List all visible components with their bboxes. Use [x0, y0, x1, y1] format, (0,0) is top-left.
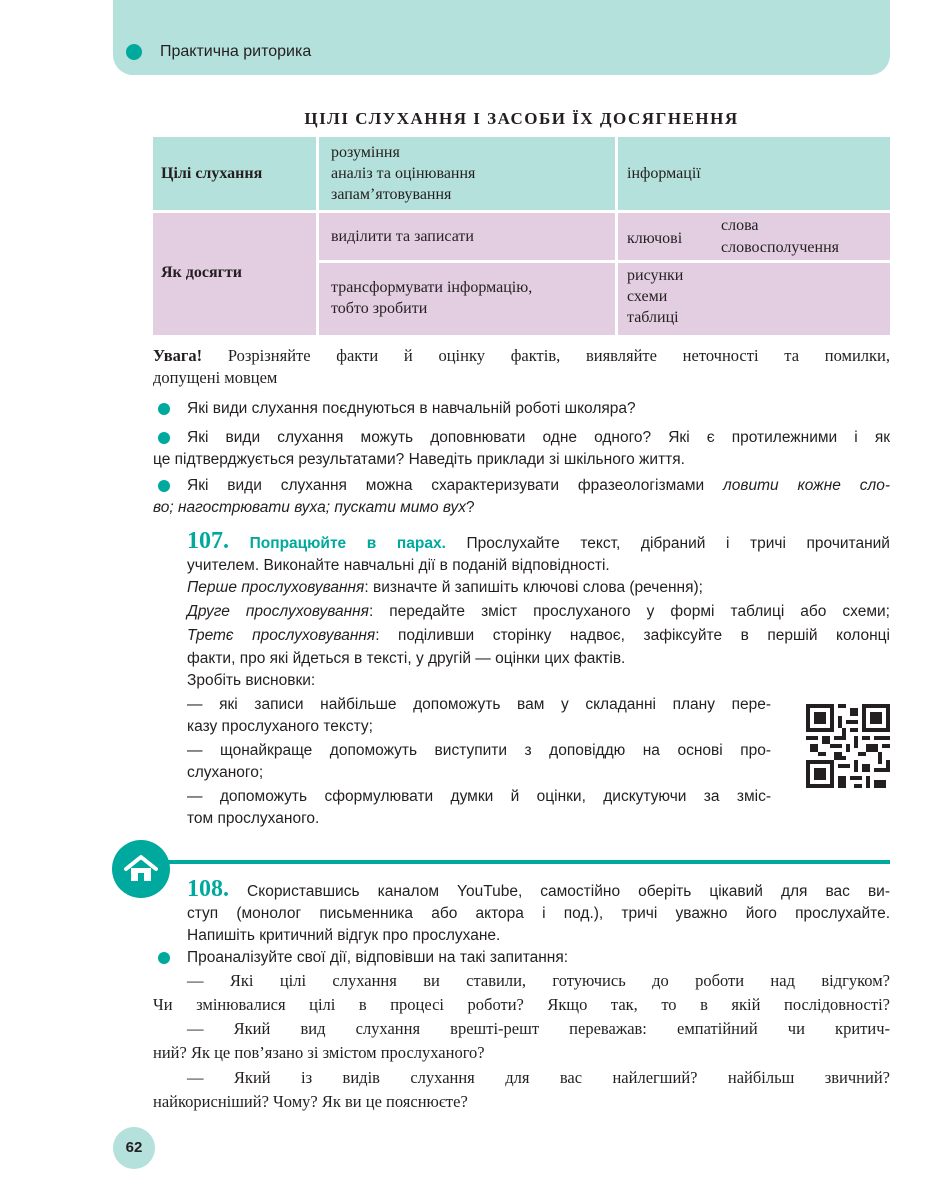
question-3-line-1: Які види слухання можна схарактеризувати фразеологізмами ловити кожне сло-	[187, 477, 890, 494]
question-2-line-1: Які види слухання можуть доповнювати одне одного? Які є протилежними і як	[187, 429, 890, 446]
task-108-line-3: Напишіть критичний відгук про прослухане.	[187, 927, 501, 944]
table-title: ЦІЛІ СЛУХАННЯ І ЗАСОБИ ЇХ ДОСЯГНЕННЯ	[304, 109, 739, 128]
keyword-cell	[618, 213, 890, 260]
conclusion-3-line-2: том прослуханого.	[187, 810, 320, 827]
task-107-conclusions: Зробіть висновки:	[187, 672, 316, 689]
action-line: тобто зробити	[331, 300, 428, 317]
form-item: таблиці	[627, 309, 679, 326]
form-item: рисунки	[627, 267, 684, 284]
goal-item: розуміння	[331, 144, 400, 161]
action-transform-cell	[319, 263, 615, 335]
task-107-third: Третє прослуховування: поділивши сторінку надвоє, зафіксуйте в першій колонці	[187, 627, 890, 644]
question-1: Які види слухання поєднуються в навчальній роботі школяра?	[187, 400, 636, 417]
bullet-icon	[158, 952, 170, 964]
task-108-line-1: 108. Скориставшись каналом YouTube, самостійно оберіть цікавий для вас ви-	[187, 876, 891, 902]
task-108-question-1: — Які цілі слухання ви ставили, готуючись до роботи над відгуком?	[187, 971, 890, 990]
keyword-item: слова	[721, 217, 759, 234]
conclusion-3-line-1: — допоможуть сформулювати думки й оцінки, дискутуючи за зміс-	[187, 788, 771, 805]
conclusion-2-line-2: слуханого;	[187, 764, 264, 781]
object-cell: інформації	[618, 137, 890, 210]
goal-item: запам’ятовування	[331, 186, 452, 203]
task-number: 108.	[187, 876, 229, 902]
question-3-line-2: во; нагострювати вуха; пускати мимо вух?	[153, 499, 475, 516]
task-108-question-2: — Який вид слухання врешті-решт переважав: емпатійний чи критич-	[187, 1019, 890, 1038]
conclusion-2-line-1: — щонайкраще допоможуть виступити з доповіддю на основі про-	[187, 742, 771, 759]
forms-cell	[618, 263, 890, 335]
task-heading: Попрацюйте в парах.	[249, 535, 446, 552]
task-108-analyze: Проаналізуйте свої дії, відповівши на такі запитання:	[187, 949, 569, 966]
row-label-goals: Цілі слухання	[153, 137, 316, 210]
task-107-first: Перше прослуховування: визначте й запишіть ключові слова (речення);	[187, 579, 703, 596]
qr-code-icon[interactable]	[806, 704, 890, 788]
bullet-icon	[158, 432, 170, 444]
homework-divider	[165, 860, 890, 864]
keyword-item: словосполучення	[721, 239, 839, 256]
goals-cell	[319, 137, 615, 210]
row-label-how: Як досягти	[153, 213, 316, 335]
task-108-question-2-cont: ний? Як це пов’язано зі змістом прослуханого?	[153, 1043, 485, 1062]
form-item: схеми	[627, 288, 668, 305]
warning-line-2: допущені мовцем	[153, 368, 278, 387]
home-icon-badge	[112, 840, 170, 898]
task-108-line-2: ступ (монолог письменника або актора і под.), тричі уважно його прослухайте.	[187, 905, 890, 922]
task-number: 107.	[187, 528, 229, 554]
section-title: Практична риторика	[160, 43, 312, 60]
bullet-icon	[158, 480, 170, 492]
task-108-question-3-cont: найкорисніший? Чому? Як ви це пояснюєте?	[153, 1092, 468, 1111]
bullet-icon	[158, 403, 170, 415]
conclusion-1-line-1: — які записи найбільше допоможуть вам у складанні плану пере-	[187, 696, 771, 713]
task-108-question-3: — Який із видів слухання для вас найлегший? найбільш звичний?	[187, 1068, 890, 1087]
task-107-line-1: 107. Попрацюйте в парах. Прослухайте текст, дібраний і тричі прочитаний	[187, 528, 890, 554]
action-line: трансформувати інформацію,	[331, 279, 533, 296]
question-2-line-2: це підтверджується результатами? Наведіть приклади зі шкільного життя.	[153, 451, 685, 468]
warning-label: Увага!	[153, 346, 203, 365]
page-number: 62	[113, 1127, 155, 1169]
action-select-cell: виділити та записати	[319, 213, 615, 260]
keyword-label: ключові	[627, 230, 683, 247]
task-108-question-1-cont: Чи змінювалися цілі в процесі роботи? Якщо так, то в якій послідовності?	[153, 995, 890, 1014]
header-bullet-icon	[126, 44, 142, 60]
task-107-second: Друге прослуховування: передайте зміст прослуханого у формі таблиці або схеми;	[187, 603, 890, 620]
goal-item: аналіз та оцінювання	[331, 165, 476, 182]
header-band	[113, 0, 890, 75]
home-icon	[112, 840, 170, 898]
task-107-third-cont: факти, про які йдеться в тексті, у другій — оцінки цих фактів.	[187, 650, 626, 667]
task-107-line-2: учителем. Виконайте навчальні дії в поданій відповідності.	[187, 557, 610, 574]
conclusion-1-line-2: казу прослуханого тексту;	[187, 718, 373, 735]
warning-line-1: Увага! Розрізняйте факти й оцінку фактів, виявляйте неточності та помилки,	[153, 346, 890, 365]
